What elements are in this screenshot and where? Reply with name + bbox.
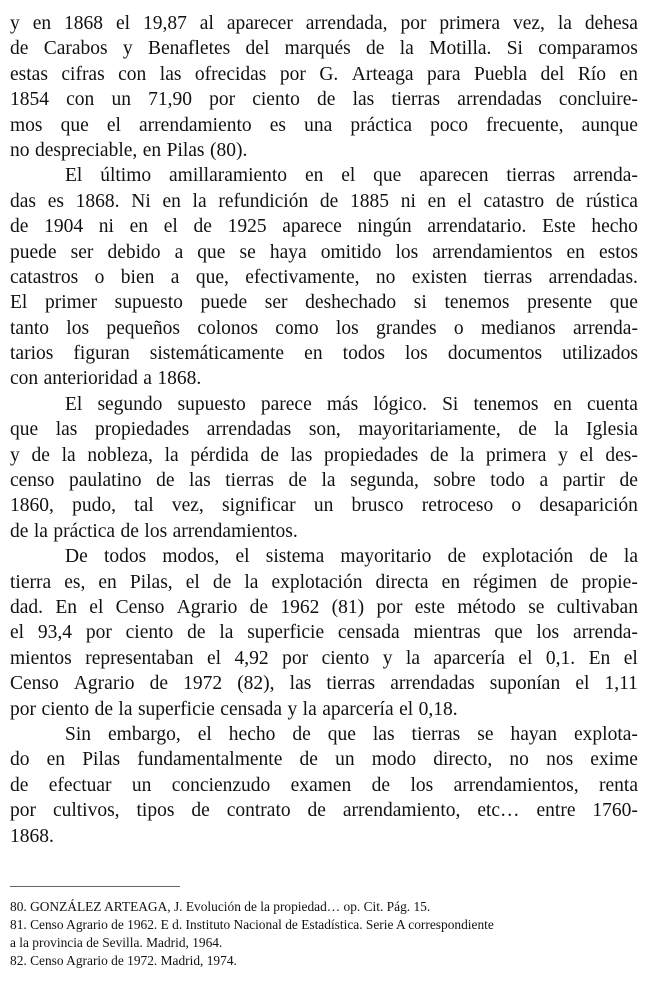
text-line: tierra es, en Pilas, el de la explotación directa en régimen de propie-: [10, 571, 638, 593]
footnote-line: 81. Censo Agrario de 1962. E d. Instituto Nacional de Estadística. Serie A correspondiente: [10, 917, 494, 932]
text-line: das es 1868. Ni en la refundición de 1885 ni en el catastro de rústica: [10, 190, 638, 212]
paragraph: [10, 722, 638, 849]
text-line: tarios figuran sistemáticamente en todos los documentos utilizados: [10, 343, 638, 365]
text-line: El último amillaramiento en el que aparecen tierras arrenda-: [65, 165, 638, 187]
text-line: do en Pilas fundamentalmente de un modo directo, no nos exime: [10, 749, 638, 771]
text-line: el 93,4 por ciento de la superficie censada mientras que los arrenda-: [10, 622, 638, 644]
text-line: El primer supuesto puede ser deshechado si tenemos presente que: [10, 292, 638, 314]
text-line: catastros o bien a que, efectivamente, no existen tierras arrendadas.: [10, 266, 638, 288]
text-line: 1860, pudo, tal vez, significar un brusco retroceso o desaparición: [10, 495, 638, 517]
paragraph: [10, 11, 638, 163]
text-line: dad. En el Censo Agrario de 1962 (81) por este método se cultivaban: [10, 596, 638, 618]
footnote: [10, 898, 638, 916]
text-line: y de la nobleza, la pérdida de las propiedades de la primera y el des-: [10, 444, 638, 466]
paragraph: [10, 163, 638, 392]
paragraph: [10, 392, 638, 544]
text-line: estas cifras con las ofrecidas por G. Arteaga para Puebla del Río en: [10, 63, 638, 85]
text-line: 1854 con un 71,90 por ciento de las tierras arrendadas concluire-: [10, 89, 638, 111]
footnote-line: a la provincia de Sevilla. Madrid, 1964.: [10, 935, 223, 950]
text-line: de 1904 ni en el de 1925 aparece ningún arrendatario. Este hecho: [10, 216, 638, 238]
text-line: por ciento de la superficie censada y la aparcería el 0,18.: [10, 698, 458, 720]
text-line: puede ser debido a que se haya omitido los arrendamientos en estos: [10, 241, 638, 263]
footnote: [10, 952, 638, 970]
text-line: de Carabos y Benafletes del marqués de la Motilla. Si comparamos: [10, 38, 638, 60]
text-line: de efectuar un concienzudo examen de los arrendamientos, renta: [10, 774, 638, 796]
text-line: tanto los pequeños colonos como los grandes o medianos arrenda-: [10, 317, 638, 339]
footnote: [10, 916, 638, 952]
text-line: Sin embargo, el hecho de que las tierras se hayan explota-: [65, 723, 638, 745]
text-line: por cultivos, tipos de contrato de arrendamiento, etc… entre 1760-: [10, 800, 638, 822]
footnote-line: 82. Censo Agrario de 1972. Madrid, 1974.: [10, 953, 237, 968]
text-line: El segundo supuesto parece más lógico. Si tenemos en cuenta: [65, 393, 638, 415]
text-line: 1868.: [10, 825, 54, 847]
body-text: [10, 11, 638, 849]
text-line: censo paulatino de las tierras de la segunda, sobre todo a partir de: [10, 470, 638, 492]
text-line: de la práctica de los arrendamientos.: [10, 520, 298, 542]
text-line: no despreciable, en Pilas (80).: [10, 139, 248, 161]
paragraph: [10, 544, 638, 722]
text-line: con anterioridad a 1868.: [10, 368, 202, 390]
text-line: y en 1868 el 19,87 al aparecer arrendada, por primera vez, la dehesa: [10, 13, 638, 34]
text-line: mos que el arrendamiento es una práctica poco frecuente, aunque: [10, 114, 638, 136]
text-line: mientos representaban el 4,92 por ciento y la aparcería el 0,1. En el: [10, 647, 638, 669]
text-line: De todos modos, el sistema mayoritario de explotación de la: [65, 546, 638, 568]
footnote-line: 80. GONZÁLEZ ARTEAGA, J. Evolución de la propiedad… op. Cit. Pág. 15.: [10, 899, 431, 914]
footnotes: [10, 898, 638, 970]
text-line: que las propiedades arrendadas son, mayoritariamente, de la Iglesia: [10, 419, 638, 441]
footnote-divider: [10, 886, 180, 887]
text-line: Censo Agrario de 1972 (82), las tierras arrendadas suponían el 1,11: [10, 673, 638, 695]
